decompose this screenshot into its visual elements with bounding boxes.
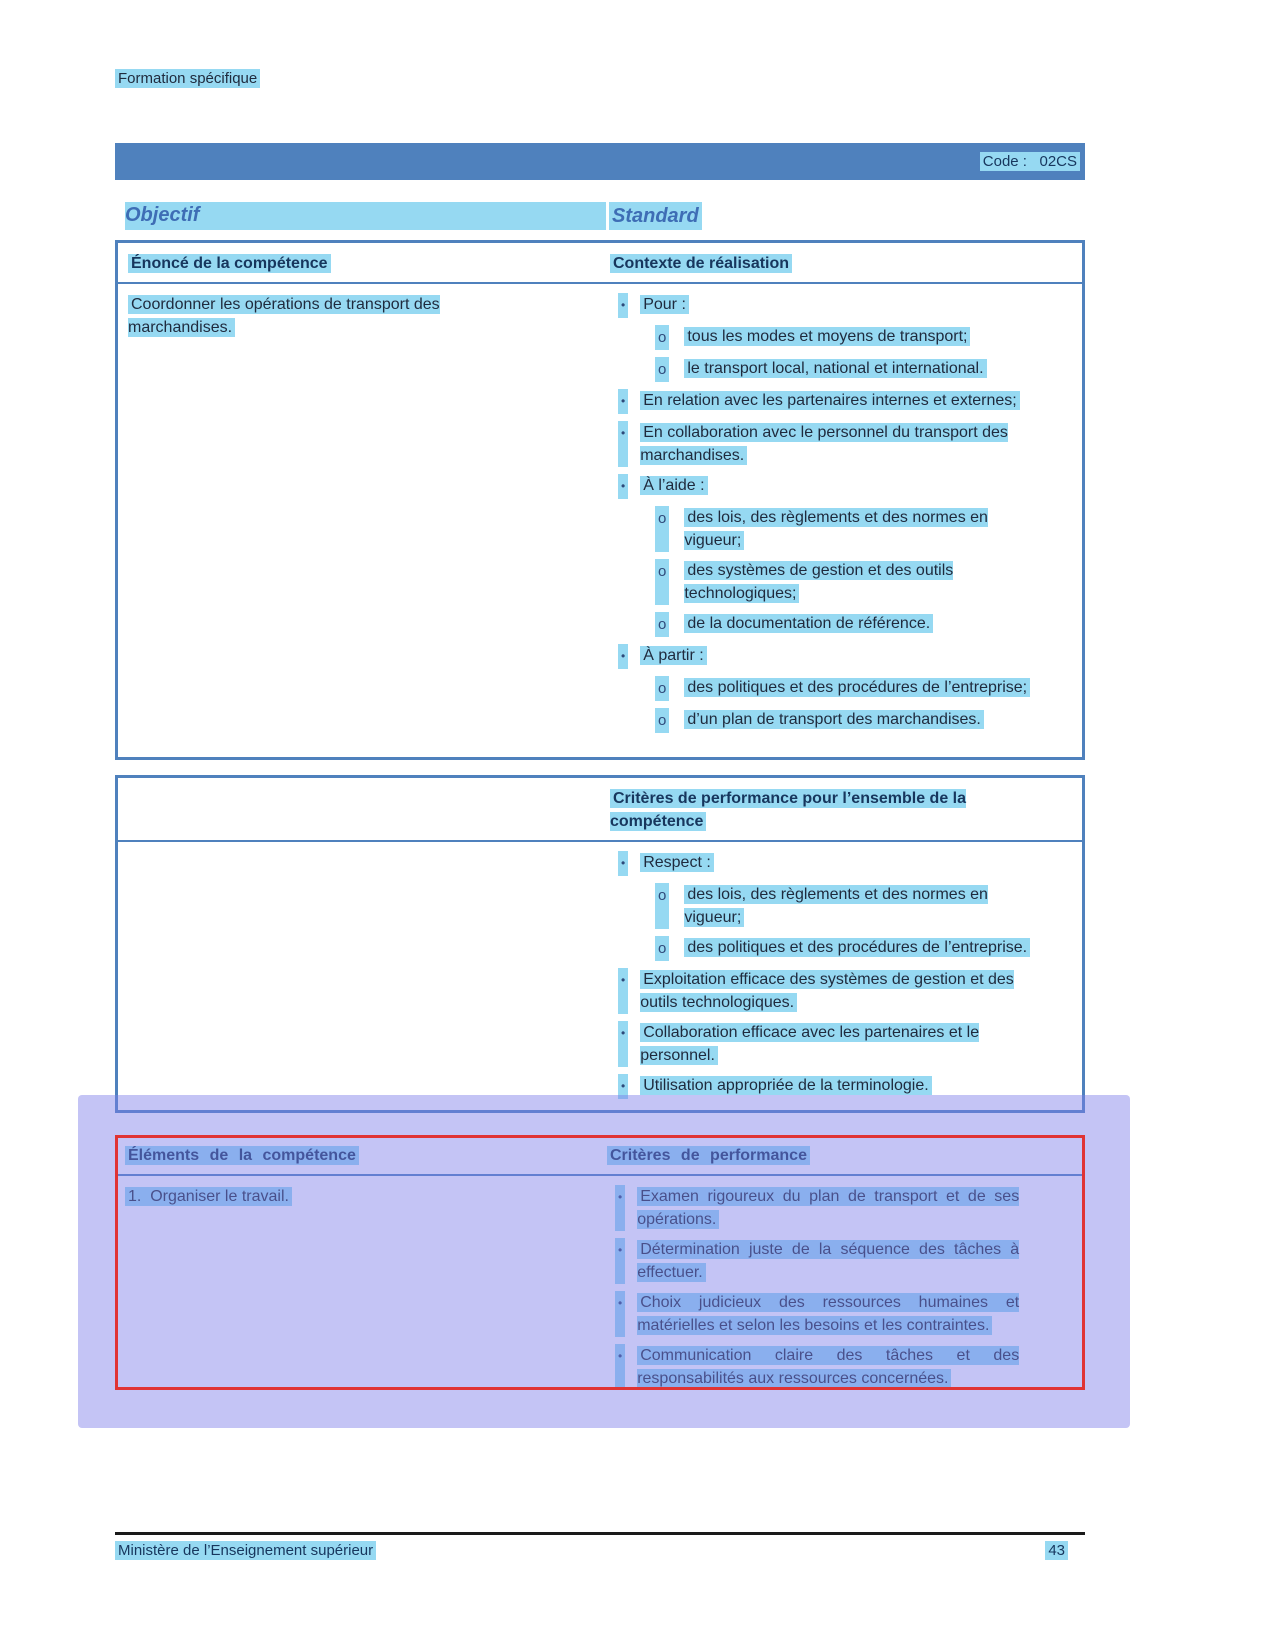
list-item-text-wrap (684, 506, 1036, 552)
circle-bullet-icon: o (655, 357, 669, 382)
table3-header-right: Critères de performance (607, 1146, 810, 1165)
list-item-text-wrap (684, 708, 1036, 733)
list-item (610, 474, 1082, 499)
list-item-text-wrap (684, 325, 1036, 350)
table2-left-cell (118, 851, 610, 1106)
list-item-text: Pour : (640, 295, 689, 314)
circle-bullet-icon: o (655, 936, 669, 961)
circle-bullet-icon: o (655, 559, 669, 605)
list-item (610, 325, 1082, 350)
list-item-text: le transport local, national et international. (684, 359, 986, 378)
code-label: Code : 02CS (980, 152, 1080, 171)
table1-header-left-cell (118, 252, 610, 275)
table3-header-left: Éléments de la compétence (125, 1146, 359, 1165)
bullet-icon: • (618, 968, 628, 1014)
criteres-ensemble-table (115, 775, 1085, 1113)
list-item-text: des politiques et des procédures de l’entreprise. (684, 938, 1030, 957)
list-item-text-wrap (640, 421, 1022, 467)
standard-heading: Standard (612, 205, 699, 227)
table3-header-right-cell (607, 1144, 1085, 1167)
section-label-wrap (115, 70, 260, 87)
page-number: 43 (1045, 1541, 1068, 1560)
objectif-heading: Objectif (125, 204, 200, 226)
list-item-text: À l’aide : (640, 476, 707, 495)
enonce-contexte-table (115, 240, 1085, 760)
table1-header-right: Contexte de réalisation (610, 254, 792, 273)
table3-body-row (115, 1176, 1085, 1390)
list-item-text-wrap (640, 293, 1022, 318)
standard-heading-bar (609, 202, 702, 230)
table2-right-cell (610, 851, 1082, 1106)
footer-rule (115, 1532, 1085, 1535)
list-item-text-wrap (637, 1291, 1019, 1337)
list-item-text: Examen rigoureux du plan de transport et de ses opérations. (637, 1188, 1020, 1228)
circle-bullet-icon: o (655, 708, 669, 733)
enonce-cell (118, 293, 610, 740)
circle-bullet-icon: o (655, 506, 669, 552)
list-item-text: Détermination juste de la séquence des tâches à effectuer. (637, 1241, 1020, 1281)
bullet-icon: • (615, 1344, 625, 1390)
table2-header-right: Critères de performance pour l’ensemble de la compétence (610, 790, 967, 830)
list-item-text: tous les modes et moyens de transport; (684, 327, 970, 346)
list-item-text-wrap (684, 936, 1036, 961)
list-item-text: des politiques et des procédures de l’entreprise; (684, 678, 1030, 697)
list-item-text: Exploitation efficace des systèmes de gestion et des outils technologiques. (640, 971, 1014, 1011)
list-item (610, 506, 1082, 552)
table3-criteres-cell (607, 1185, 1085, 1390)
list-item (610, 936, 1082, 961)
table1-header-left: Énoncé de la compétence (128, 254, 331, 273)
enonce-text: Coordonner les opérations de transport des marchandises. (128, 296, 440, 336)
list-item-text: En relation avec les partenaires internes et externes; (640, 391, 1020, 410)
list-item (610, 968, 1082, 1014)
list-item-text: Respect : (640, 853, 714, 872)
table2-header-row (118, 778, 1082, 842)
headings-row (125, 202, 1085, 230)
table3-header-row (115, 1135, 1085, 1176)
list-item-text: des lois, des règlements et des normes en vigueur; (684, 509, 988, 549)
table1-body-row (118, 284, 1082, 740)
list-item (610, 293, 1082, 318)
list-item-text: des systèmes de gestion et des outils technologiques; (684, 562, 954, 602)
list-item-text: Choix judicieux des ressources humaines et matérielles et selon les besoins et les contraintes. (637, 1294, 1020, 1334)
bullet-icon: • (618, 389, 628, 414)
list-item-text: Communication claire des tâches et des responsabilités aux ressources concernées. (637, 1347, 1020, 1387)
section-label: Formation spécifique (115, 69, 260, 88)
table1-header-right-cell (610, 252, 1082, 275)
list-item (607, 1291, 1085, 1337)
list-item-text-wrap (684, 676, 1036, 701)
list-item-text-wrap (640, 968, 1022, 1014)
circle-bullet-icon: o (655, 676, 669, 701)
objectif-heading-bar (125, 202, 606, 230)
list-item-text-wrap (640, 474, 1022, 499)
list-item (607, 1185, 1085, 1231)
elements-criteres-table (115, 1135, 1085, 1390)
list-item-text: Utilisation appropriée de la terminologie. (640, 1076, 932, 1095)
bullet-icon: • (618, 474, 628, 499)
list-item-text: de la documentation de référence. (684, 614, 933, 633)
list-item (607, 1238, 1085, 1284)
footer (115, 1541, 1085, 1560)
list-item-text: À partir : (640, 646, 706, 665)
table2-header-right-wrap (610, 787, 1030, 833)
footer-ministry-label: Ministère de l’Enseignement supérieur (115, 1541, 376, 1560)
list-item (610, 708, 1082, 733)
list-item-text-wrap (684, 612, 1036, 637)
list-item (607, 1344, 1085, 1390)
list-item-text-wrap (640, 851, 1022, 876)
list-item (610, 559, 1082, 605)
list-item-text: des lois, des règlements et des normes en vigueur; (684, 886, 988, 926)
list-item-text: En collaboration avec le personnel du transport des marchandises. (640, 424, 1008, 464)
contexte-cell (610, 293, 1082, 740)
bullet-icon: • (615, 1238, 625, 1284)
bullet-icon: • (618, 1021, 628, 1067)
document-header-bar (115, 143, 1085, 180)
circle-bullet-icon: o (655, 883, 669, 929)
list-item-text-wrap (684, 883, 1036, 929)
list-item-text-wrap (640, 389, 1022, 414)
element-text: 1. Organiser le travail. (125, 1187, 292, 1206)
bullet-icon: • (618, 1074, 628, 1099)
list-item-text-wrap (637, 1185, 1019, 1231)
list-item-text-wrap (640, 644, 1022, 669)
element-cell (115, 1185, 607, 1390)
list-item-text-wrap (684, 357, 1036, 382)
list-item (610, 851, 1082, 876)
circle-bullet-icon: o (655, 325, 669, 350)
list-item (610, 612, 1082, 637)
list-item-text-wrap (640, 1021, 1022, 1067)
list-item-text: d’un plan de transport des marchandises. (684, 710, 984, 729)
list-item (610, 1021, 1082, 1067)
bullet-icon: • (618, 644, 628, 669)
bullet-icon: • (618, 851, 628, 876)
bullet-icon: • (618, 293, 628, 318)
table3-header-left-cell (115, 1144, 607, 1167)
table2-body-row (118, 842, 1082, 1106)
list-item (610, 389, 1082, 414)
table2-header-left-cell (118, 787, 610, 833)
list-item (610, 644, 1082, 669)
list-item (610, 883, 1082, 929)
list-item (610, 1074, 1082, 1099)
table2-header-right-cell (610, 787, 1082, 833)
list-item (610, 676, 1082, 701)
list-item-text-wrap (637, 1238, 1019, 1284)
list-item-text-wrap (637, 1344, 1019, 1390)
list-item (610, 421, 1082, 467)
bullet-icon: • (615, 1185, 625, 1231)
bullet-icon: • (618, 421, 628, 467)
list-item (610, 357, 1082, 382)
bullet-icon: • (615, 1291, 625, 1337)
list-item-text: Collaboration efficace avec les partenaires et le personnel. (640, 1024, 980, 1064)
circle-bullet-icon: o (655, 612, 669, 637)
table1-header-row (118, 243, 1082, 284)
list-item-text-wrap (684, 559, 1036, 605)
list-item-text-wrap (640, 1074, 1022, 1099)
